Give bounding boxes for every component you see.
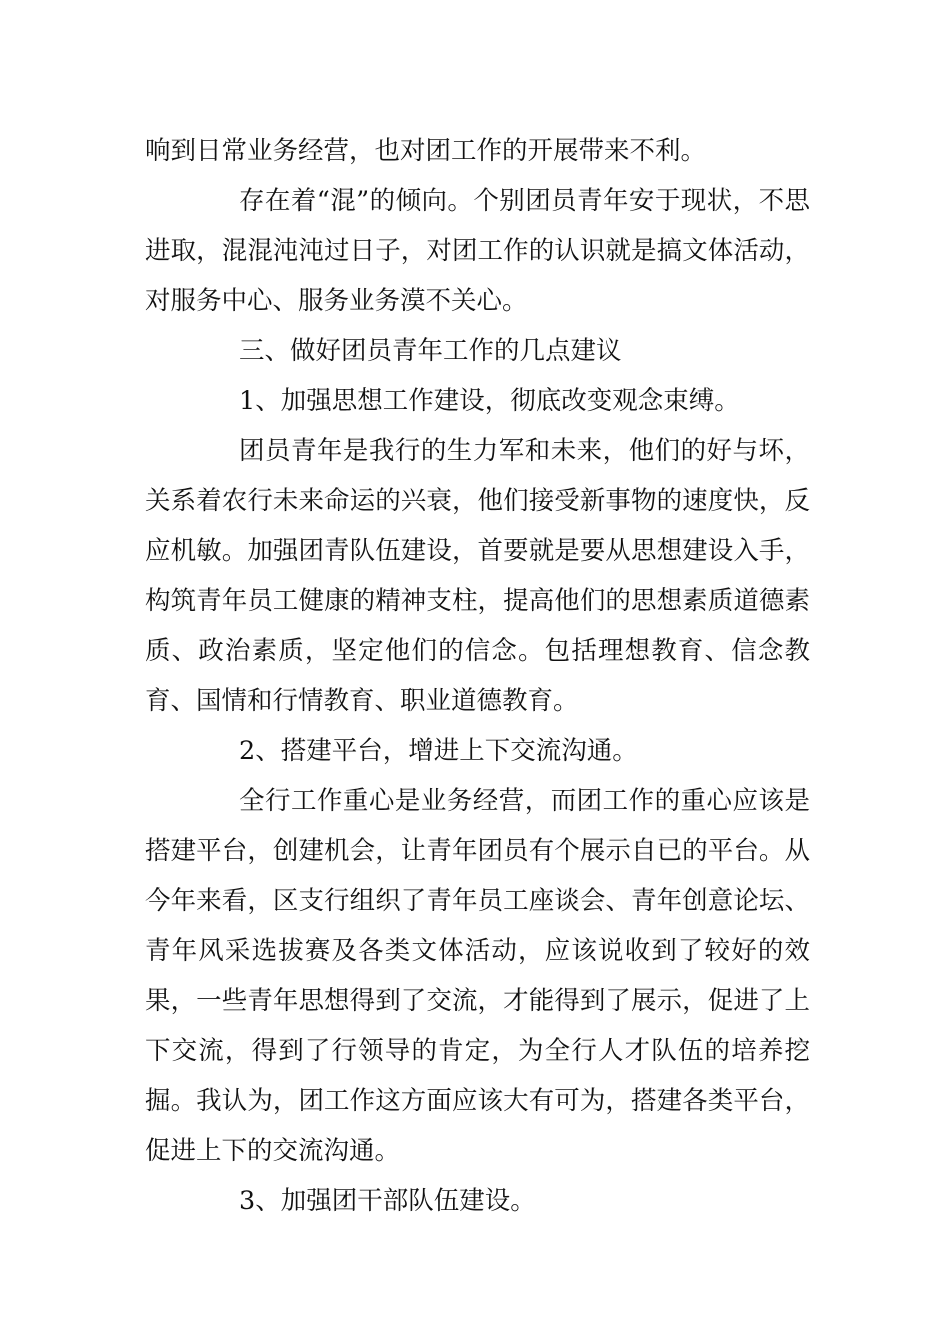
paragraph: 存在着“混”的倾向。个别团员青年安于现状，不思进取，混混沌沌过日子，对团工作的认识就是搞文体活动，对服务中心、服务业务漠不关心。 <box>145 186 810 316</box>
subsection-heading: 1、加强思想工作建设，彻底改变观念束缚。 <box>239 386 740 416</box>
section-heading: 三、做好团员青年工作的几点建议 <box>239 336 622 366</box>
subsection-heading: 2、搭建平台，增进上下交流沟通。 <box>239 736 638 766</box>
paragraph: 全行工作重心是业务经营，而团工作的重心应该是搭建平台，创建机会，让青年团员有个展示自已的平台。从今年来看，区支行组织了青年员工座谈会、青年创意论坛、青年风采选拔赛及各类文体活动，应该说收到了较好的效果，一些青年思想得到了交流，才能得到了展示，促进了上下交流，得到了行领导的肯定，为全行人才队伍的培养挖掘。我认为，团工作这方面应该大有可为，搭建各类平台，促进上下的交流沟通。 <box>145 786 810 1166</box>
subsection-heading: 3、加强团干部队伍建设。 <box>239 1186 536 1216</box>
paragraph: 团员青年是我行的生力军和未来，他们的好与坏，关系着农行未来命运的兴衰，他们接受新事物的速度快，反应机敏。加强团青队伍建设，首要就是要从思想建设入手，构筑青年员工健康的精神支柱，提高他们的思想素质道德素质、政治素质，坚定他们的信念。包括理想教育、信念教育、国情和行情教育、职业道德教育。 <box>145 436 810 716</box>
document-body <box>145 126 810 1226</box>
paragraph: 响到日常业务经营，也对团工作的开展带来不利。 <box>145 136 707 166</box>
